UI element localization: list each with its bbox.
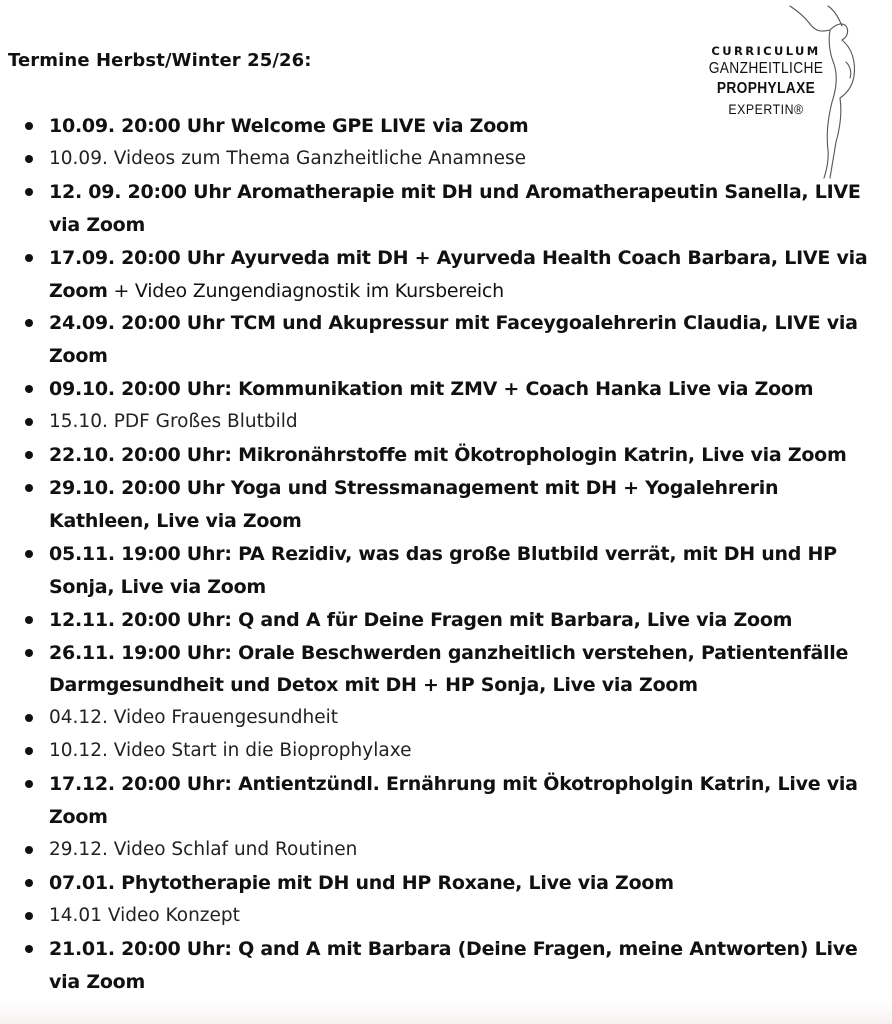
list-item: 07.01. Phytotherapie mit DH und HP Roxane, Live via Zoom — [0, 867, 892, 900]
list-item: 09.10. 20:00 Uhr: Kommunikation mit ZMV + Coach Hanka Live via Zoom — [0, 373, 892, 406]
list-item: 12. 09. 20:00 Uhr Aromatherapie mit DH und Aromatherapeutin Sanella, LIVE via Zoom — [0, 176, 892, 242]
list-item: 05.11. 19:00 Uhr: PA Rezidiv, was das große Blutbild verrät, mit DH und HP Sonja, Live via Zoom — [0, 538, 892, 604]
schedule-list — [0, 110, 892, 998]
logo-line-ganzheitliche: GANZHEITLICHE — [708, 60, 824, 77]
list-item: 17.09. 20:00 Uhr Ayurveda mit DH + Ayurveda Health Coach Barbara, LIVE via Zoom + Video Zungendiagnostik im Kursbereich — [0, 242, 892, 308]
list-item-extra: + Video Zungendiagnostik im Kursbereich — [107, 279, 504, 302]
list-item: 21.01. 20:00 Uhr: Q and A mit Barbara (Deine Fragen, meine Antworten) Live via Zoom — [0, 933, 892, 999]
list-item: 14.01 Video Konzept — [0, 900, 892, 933]
list-item: 12.11. 20:00 Uhr: Q and A für Deine Fragen mit Barbara, Live via Zoom — [0, 604, 892, 637]
page-title: Termine Herbst/Winter 25/26: — [8, 50, 312, 71]
logo-line-curriculum: CURRICULUM — [711, 44, 821, 58]
bottom-fade — [0, 1000, 892, 1024]
list-item: 10.09. 20:00 Uhr Welcome GPE LIVE via Zoom — [0, 110, 892, 143]
list-item: 10.12. Video Start in die Bioprophylaxe — [0, 735, 892, 768]
list-item: 04.12. Video Frauengesundheit — [0, 702, 892, 735]
list-item: 29.10. 20:00 Uhr Yoga und Stressmanagement mit DH + Yogalehrerin Kathleen, Live via Zoom — [0, 472, 892, 538]
list-item: 17.12. 20:00 Uhr: Antientzündl. Ernährung mit Ökotropholgin Katrin, Live via Zoom — [0, 768, 892, 834]
logo-line-expertin: EXPERTIN® — [728, 101, 804, 117]
list-item: 10.09. Videos zum Thema Ganzheitliche Anamnese — [0, 143, 892, 176]
list-item: 22.10. 20:00 Uhr: Mikronährstoffe mit Ökotrophologin Katrin, Live via Zoom — [0, 439, 892, 472]
logo-line-prophylaxe: PROPHYLAXE — [716, 80, 816, 97]
list-item: 24.09. 20:00 Uhr TCM und Akupressur mit Faceygoalehrerin Claudia, LIVE via Zoom — [0, 307, 892, 373]
list-item: 29.12. Video Schlaf und Routinen — [0, 834, 892, 867]
list-item: 15.10. PDF Großes Blutbild — [0, 406, 892, 439]
list-item: 26.11. 19:00 Uhr: Orale Beschwerden ganzheitlich verstehen, Patientenfälle Darmgesundheit und Detox mit DH + HP Sonja, Live via Zoom — [0, 637, 892, 703]
